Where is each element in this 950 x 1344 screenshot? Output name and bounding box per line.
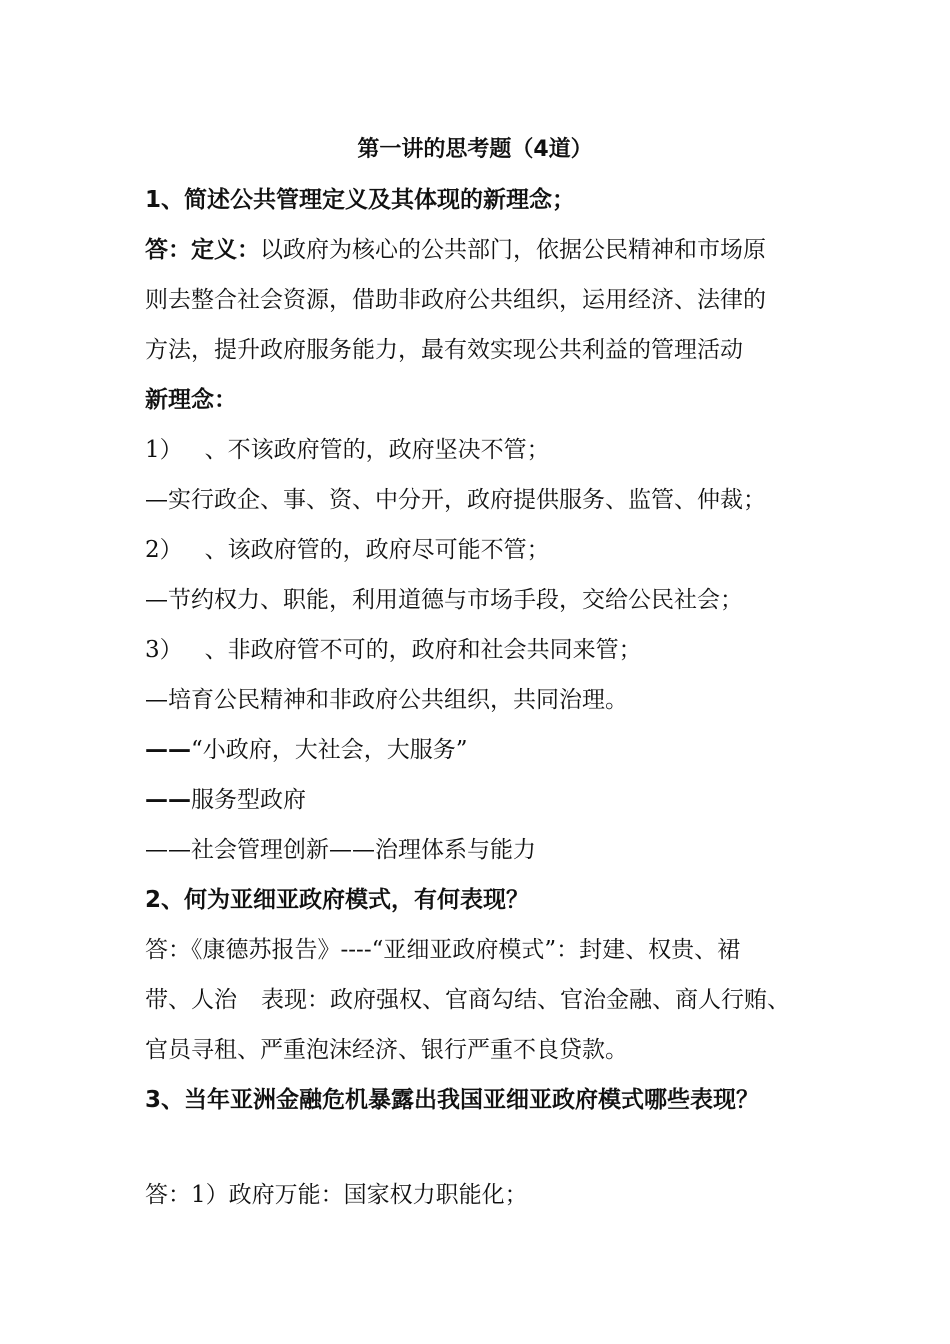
point-1-detail: —实行政企、事、资、中分开，政府提供服务、监管、仲裁；: [145, 487, 766, 513]
question-2: 2、何为亚细亚政府模式，有何表现？: [145, 887, 530, 913]
answer-2-line-1: 答：《康德苏报告》----“亚细亚政府模式”：封建、权贵、裙: [145, 937, 741, 963]
answer-2-part-b: 表现：政府强权、官商勾结、官治金融、商人行贿、: [261, 987, 790, 1013]
new-concept-heading: 新理念：: [145, 387, 237, 413]
slogan-1: [145, 735, 468, 765]
slogan-2: [145, 785, 306, 815]
point-2-text: 、该政府管的，政府尽可能不管；: [204, 537, 550, 563]
point-1-number: 1）: [145, 437, 183, 463]
point-3-detail: —培育公民精神和非政府公共组织，共同治理。: [145, 687, 628, 713]
answer-2-line-3: 官员寻租、严重泡沫经济、银行严重不良贷款。: [145, 1037, 628, 1063]
point-2: [145, 535, 550, 565]
dash-mark-2: ——: [145, 787, 191, 813]
slogan-3: ——社会管理创新——治理体系与能力: [145, 837, 536, 863]
question-1: 1、简述公共管理定义及其体现的新理念；: [145, 187, 576, 213]
answer-3-line-1: 答：1）政府万能：国家权力职能化；: [145, 1182, 528, 1208]
point-1-text: 、不该政府管的，政府坚决不管；: [204, 437, 550, 463]
answer-1-line-3: 方法，提升政府服务能力，最有效实现公共利益的管理活动: [145, 337, 743, 363]
slogan-2-text: 服务型政府: [191, 787, 306, 813]
answer-2-line-2: [145, 985, 790, 1015]
point-2-number: 2）: [145, 537, 183, 563]
page-title: 第一讲的思考题（4道）: [357, 137, 593, 162]
answer-label: 答：定义：: [145, 237, 260, 263]
point-3: [145, 635, 642, 665]
question-3: 3、当年亚洲金融危机暴露出我国亚细亚政府模式哪些表现？: [145, 1087, 760, 1113]
answer-1-text: 以政府为核心的公共部门，依据公民精神和市场原: [260, 237, 766, 263]
point-1: [145, 435, 550, 465]
point-3-number: 3）: [145, 637, 183, 663]
answer-2-part-a: 带、人治: [145, 987, 237, 1013]
point-2-detail: —节约权力、职能，利用道德与市场手段，交给公民社会；: [145, 587, 743, 613]
point-3-text: 、非政府管不可的，政府和社会共同来管；: [204, 637, 642, 663]
slogan-1-text: “小政府，大社会，大服务”: [191, 737, 468, 763]
dash-mark-1: ——: [145, 737, 191, 763]
answer-1-line-2: 则去整合社会资源，借助非政府公共组织，运用经济、法律的: [145, 287, 766, 313]
answer-1-line-1: [145, 235, 766, 265]
